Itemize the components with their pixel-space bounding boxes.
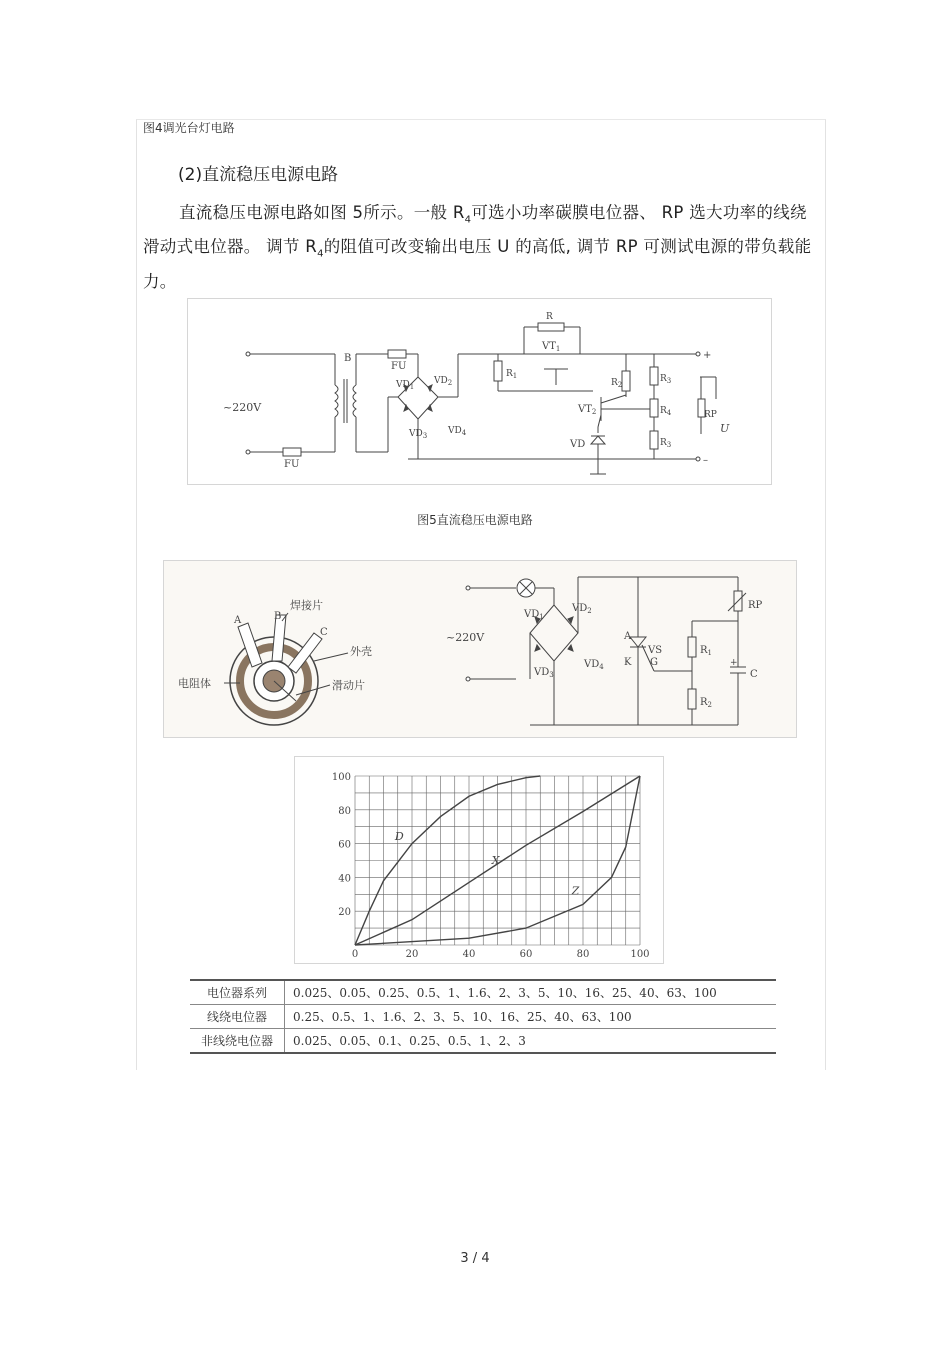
fig5-fu-top-label: FU	[391, 361, 407, 372]
svg-text:C: C	[750, 669, 758, 680]
table-row-values: 0.025、0.05、0.1、0.25、0.5、1、2、3	[293, 1034, 526, 1048]
fig5-r3	[650, 367, 658, 385]
svg-text:R3: $R_3$	[660, 438, 672, 449]
figure-6-potentiometer	[163, 560, 797, 738]
table-row-label: 非线绕电位器	[190, 1029, 285, 1052]
svg-text:C: C	[320, 627, 328, 638]
figure-5-circuit	[187, 298, 772, 485]
fig5-regulator	[458, 312, 698, 474]
svg-text:VD2: $VD_2$	[572, 603, 592, 615]
svg-text:电阻体: 电阻体	[178, 677, 211, 690]
x-tick-label: 80	[576, 949, 590, 960]
svg-text:VD4: $VD_4$	[448, 426, 467, 437]
svg-text:RP: RP	[704, 410, 717, 420]
fig6-r2	[688, 689, 696, 709]
svg-text:VS: VS	[648, 645, 663, 656]
x-tick-label: 60	[519, 949, 533, 960]
section-heading: (2)直流稳压电源电路	[178, 165, 339, 185]
x-tick-label: 20	[405, 949, 419, 960]
series-label-Z: Z	[571, 884, 580, 898]
svg-text:R2: $R_2$	[611, 378, 623, 389]
svg-text:+: +	[703, 350, 712, 361]
svg-text:VD1: $VD_1$	[524, 609, 544, 621]
fig5-bridge-rectifier	[388, 354, 698, 459]
page-number: 3 / 4	[460, 1251, 490, 1266]
svg-text:U: U	[720, 422, 730, 435]
svg-text:B: B	[274, 611, 282, 622]
svg-text:K: K	[624, 657, 632, 668]
svg-text:滑动片: 滑动片	[332, 679, 365, 692]
svg-text:焊接片: 焊接片	[290, 599, 323, 612]
figure-4-caption: 图4调光台灯电路	[143, 121, 235, 135]
pot-drawing	[178, 598, 372, 725]
x-tick-label: 100	[630, 949, 650, 960]
y-tick-label: 40	[338, 873, 351, 885]
y-tick-label: 60	[338, 839, 351, 851]
svg-text:R1: $R_1$	[506, 369, 518, 380]
fig5-r1	[494, 361, 502, 381]
table-row	[190, 979, 776, 1005]
fig5-fuse-bottom	[283, 448, 301, 456]
body-paragraph: 直流稳压电源电路如图 5所示。一般 $R_4$可选小功率碳膜电位器、 RP 选大功率的线绕滑动式电位器。 调节 $R_4$的阻值可改变输出电压 U 的高低, 调节 RP 可测试电源的带负载能力。	[143, 203, 812, 291]
table-row-label: 线绕电位器	[190, 1005, 285, 1028]
svg-text:RP: RP	[748, 600, 763, 611]
y-tick-label: 80	[338, 805, 351, 817]
svg-text:VD3: $VD_3$	[534, 667, 554, 679]
fig5-b-label: B	[344, 353, 352, 364]
fig5-resistor-r	[538, 323, 564, 331]
svg-text:VD4: $VD_4$	[584, 659, 604, 671]
table-row-values: 0.25、0.5、1、1.6、2、3、5、10、16、25、40、63、100	[293, 1010, 632, 1024]
svg-text:A: A	[624, 631, 632, 642]
svg-text:VT1: $VT_1$	[542, 341, 561, 353]
fig5-r2	[622, 371, 630, 391]
table-row-label: 电位器系列	[190, 981, 285, 1004]
svg-text:–: –	[703, 455, 708, 466]
svg-text:VD1: $VD_1$	[396, 380, 415, 391]
fig5-fuse-top	[388, 350, 406, 358]
series-label-X: X	[491, 853, 500, 867]
fig5-r4	[650, 399, 658, 417]
curve-chart-svg	[295, 757, 663, 963]
svg-text:R2: $R_2$	[700, 697, 712, 709]
svg-text:VD: VD	[570, 439, 586, 450]
fig5-output	[696, 350, 730, 466]
svg-text:G: G	[650, 657, 658, 668]
svg-text:R: R	[546, 312, 553, 322]
figure-5-caption: 图5直流稳压电源电路	[417, 513, 533, 527]
table-row-values: 0.025、0.05、0.25、0.5、1、1.6、2、3、5、10、16、25、40、63、100	[293, 986, 717, 1000]
series-label-D: D	[394, 830, 404, 844]
svg-text:~220V: ~220V	[446, 631, 485, 644]
y-tick-label: 20	[338, 907, 351, 919]
fig5-ac-input	[223, 352, 335, 470]
fig5-r5	[650, 431, 658, 449]
fig5-transformer	[335, 350, 418, 452]
fig5-ac-label: ~220V	[223, 401, 262, 414]
y-tick-label: 100	[331, 772, 351, 783]
series-table	[190, 979, 776, 1054]
svg-text:VD3: $VD_3$	[409, 429, 428, 440]
table-row	[190, 1029, 776, 1054]
dimmer-circuit	[446, 577, 763, 725]
svg-text:R3: $R_3$	[660, 374, 672, 385]
fig6-r1	[688, 637, 696, 657]
svg-text:R1: $R_1$	[700, 645, 712, 657]
svg-text:外壳: 外壳	[350, 645, 372, 658]
x-tick-label: 0	[351, 949, 359, 960]
fig5-fu-bottom-label: FU	[284, 459, 300, 470]
table-row	[190, 1005, 776, 1029]
x-tick-label: 40	[462, 949, 476, 960]
svg-text:VD2: $VD_2$	[434, 376, 453, 387]
svg-text:+: +	[730, 658, 738, 668]
curve-chart	[294, 756, 664, 964]
svg-text:R4: $R_4$	[660, 406, 672, 417]
svg-text:A: A	[234, 615, 242, 626]
svg-text:VT2: $VT_2$	[578, 404, 597, 416]
